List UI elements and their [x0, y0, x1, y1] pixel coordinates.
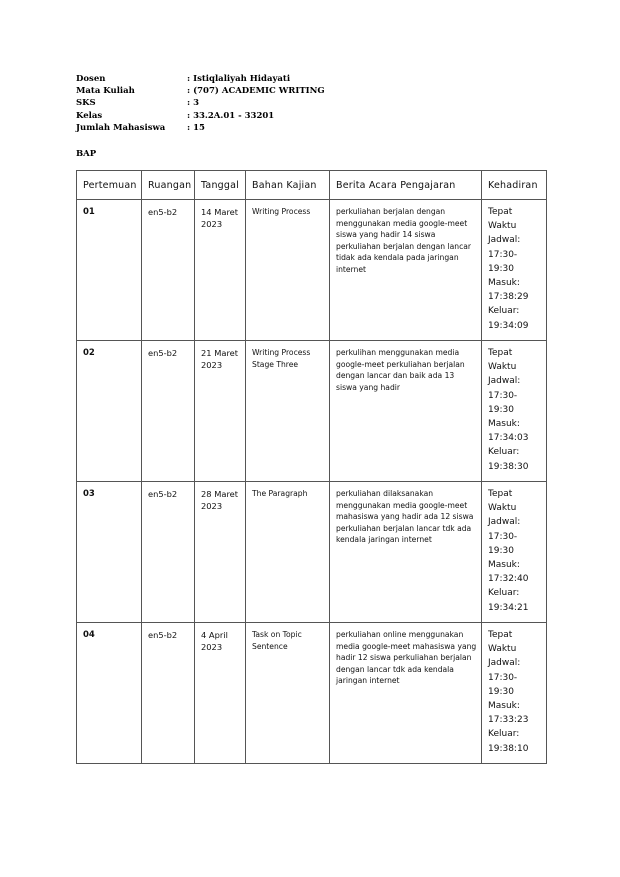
column-header: Ruangan: [142, 171, 195, 200]
info-row-dosen: [76, 73, 325, 85]
attendance-line: 19:30: [488, 545, 514, 556]
attendance-line: 17:34:03: [488, 433, 529, 444]
attendance-line: Masuk:: [488, 419, 520, 430]
attendance-line: 19:34:09: [488, 320, 529, 331]
table-row: [77, 341, 547, 482]
attendance-line: Waktu: [488, 221, 517, 232]
attendance-line: 17:33:23: [488, 715, 529, 726]
attendance-table: [76, 170, 547, 764]
cell-bahan-kajian: Writing Process: [246, 200, 330, 341]
column-header: Bahan Kajian: [246, 171, 330, 200]
attendance-line: 19:38:10: [488, 743, 529, 754]
column-header: Kehadiran: [482, 171, 547, 200]
attendance-line: Masuk:: [488, 701, 520, 712]
cell-ruangan: en5-b2: [142, 482, 195, 623]
cell-tanggal: 4 April 2023: [195, 623, 246, 764]
cell-ruangan: en5-b2: [142, 341, 195, 482]
attendance-line: Tepat: [488, 630, 513, 640]
cell-bahan-kajian: Task on Topic Sentence: [246, 623, 330, 764]
cell-kehadiran: [482, 200, 547, 341]
attendance-line: Waktu: [488, 362, 517, 373]
cell-kehadiran: [482, 341, 547, 482]
attendance-line: Masuk:: [488, 278, 520, 289]
info-label: SKS: [76, 98, 96, 109]
cell-pertemuan: 01: [77, 200, 142, 341]
info-label: Mata Kuliah: [76, 86, 135, 97]
attendance-line: Jadwal:: [488, 235, 521, 246]
attendance-line: 17:30-: [488, 249, 518, 260]
cell-kehadiran: [482, 623, 547, 764]
cell-bahan-kajian: The Paragraph: [246, 482, 330, 623]
attendance-line: 17:30-: [488, 531, 518, 542]
attendance-line: 17:30-: [488, 672, 518, 683]
info-value: : 3: [187, 98, 200, 109]
attendance-line: 17:38:29: [488, 292, 529, 303]
cell-bahan-kajian: Writing Process Stage Three: [246, 341, 330, 482]
cell-ruangan: en5-b2: [142, 200, 195, 341]
attendance-line: 19:34:21: [488, 602, 529, 613]
cell-pertemuan: 03: [77, 482, 142, 623]
attendance-line: Keluar:: [488, 729, 520, 740]
table-row: [77, 623, 547, 764]
attendance-line: 19:30: [488, 263, 514, 274]
attendance-line: Tepat: [488, 489, 513, 499]
attendance-line: Tepat: [488, 348, 513, 358]
attendance-line: 17:30-: [488, 390, 518, 401]
attendance-line: 19:30: [488, 404, 514, 415]
info-row-mata-kuliah: [76, 85, 325, 97]
info-row-sks: [76, 97, 325, 109]
cell-tanggal: 14 Maret 2023: [195, 200, 246, 341]
cell-berita-acara: perkuliahan dilaksanakan menggunakan media google-meet mahasiswa yang hadir ada 12 siswa perkuliahan berjalan lancar tdk ada kendala jaringan internet: [330, 482, 482, 623]
info-label: Jumlah Mahasiswa: [76, 122, 166, 133]
info-label: Kelas: [76, 110, 103, 121]
cell-berita-acara: perkuliahan online menggunakan media google-meet mahasiswa yang hadir 12 siswa perkuliahan berjalan dengan lancar tdk ada kendala jaringan internet: [330, 623, 482, 764]
column-header: Pertemuan: [77, 171, 142, 200]
column-header: Tanggal: [195, 171, 246, 200]
attendance-line: Jadwal:: [488, 376, 521, 387]
bap-heading: BAP: [76, 149, 97, 159]
cell-berita-acara: perkulihan menggunakan media google-meet perkuliahan berjalan dengan lancar dan baik ada 13 siswa yang hadir: [330, 341, 482, 482]
attendance-line: Keluar:: [488, 306, 520, 317]
info-value: : 15: [187, 122, 205, 133]
attendance-line: Keluar:: [488, 588, 520, 599]
info-label: Dosen: [76, 74, 106, 84]
info-row-jumlah-mahasiswa: [76, 122, 325, 134]
attendance-line: Masuk:: [488, 560, 520, 571]
attendance-line: Waktu: [488, 503, 517, 514]
info-value: : 33.2A.01 - 33201: [187, 110, 275, 121]
column-header: Berita Acara Pengajaran: [330, 171, 482, 200]
cell-pertemuan: 04: [77, 623, 142, 764]
attendance-line: Jadwal:: [488, 517, 521, 528]
info-row-kelas: [76, 110, 325, 122]
attendance-line: Keluar:: [488, 447, 520, 458]
attendance-line: Jadwal:: [488, 658, 521, 669]
info-value: : Istiqlaliyah Hidayati: [187, 74, 291, 84]
info-value: : (707) ACADEMIC WRITING: [187, 86, 325, 97]
attendance-line: Tepat: [488, 207, 513, 217]
attendance-line: 19:30: [488, 686, 514, 697]
cell-tanggal: 28 Maret 2023: [195, 482, 246, 623]
attendance-line: Waktu: [488, 644, 517, 655]
attendance-line: 19:38:30: [488, 461, 529, 472]
cell-ruangan: en5-b2: [142, 623, 195, 764]
cell-berita-acara: perkuliahan berjalan dengan menggunakan media google-meet siswa yang hadir 14 siswa perkuliahan berjalan dengan lancar tidak ada kendala pada jaringan internet: [330, 200, 482, 341]
attendance-line: 17:32:40: [488, 574, 529, 585]
table-row: [77, 200, 547, 341]
cell-pertemuan: 02: [77, 341, 142, 482]
table-header-row: [77, 171, 547, 200]
cell-tanggal: 21 Maret 2023: [195, 341, 246, 482]
table-row: [77, 482, 547, 623]
cell-kehadiran: [482, 482, 547, 623]
course-info: [76, 73, 325, 134]
